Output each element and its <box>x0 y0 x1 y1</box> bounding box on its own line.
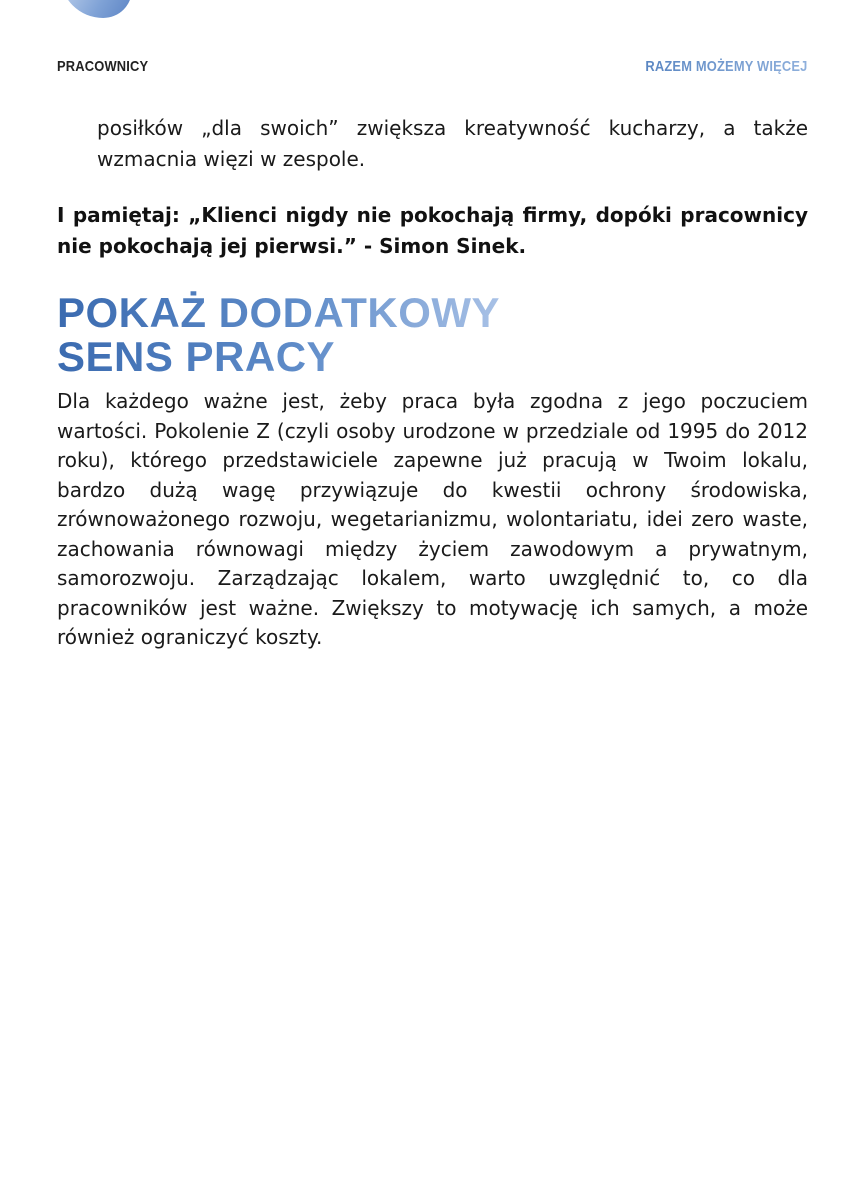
campaign-slogan: RAZEM MOŻEMY WIĘCEJ <box>645 58 808 75</box>
section-label: PRACOWNICY <box>57 58 149 75</box>
continuation-paragraph: posiłków „dla swoich” zwiększa kreatywność kucharzy, a także wzmacnia więzi w zespole. <box>97 116 808 171</box>
page-header <box>57 58 808 80</box>
section-heading <box>57 291 500 379</box>
highlighted-quote: I pamiętaj: „Klienci nigdy nie pokochają firmy, dopóki pracownicy nie pokochają jej pierwsi.” - Simon Sinek. <box>57 203 808 258</box>
section-body-paragraph: Dla każdego ważne jest, żeby praca była zgodna z jego poczuciem wartości. Pokolenie Z (czyli osoby urodzone w przedziale od 1995 do 2012 roku), którego przedstawiciele zapewne już pracują w Twoim lokalu, bardzo dużą wagę przywiązuje do kwestii ochrony środowiska, zrównoważonego rozwoju, wegetarianizmu, wolontariatu, idei zero waste, zachowania równowagi między życiem zawodowym a prywatnym, samorozwoju. Zarządzając lokalem, warto uwzględnić to, co dla pracowników jest ważne. Zwiększy to motywację ich samych, a może również ograniczyć koszty. <box>57 389 808 649</box>
decorative-corner-shape <box>60 0 132 18</box>
section-heading-line-1: POKAŻ DODATKOWY <box>57 289 501 336</box>
section-heading-line-2: SENS PRACY <box>57 333 336 380</box>
